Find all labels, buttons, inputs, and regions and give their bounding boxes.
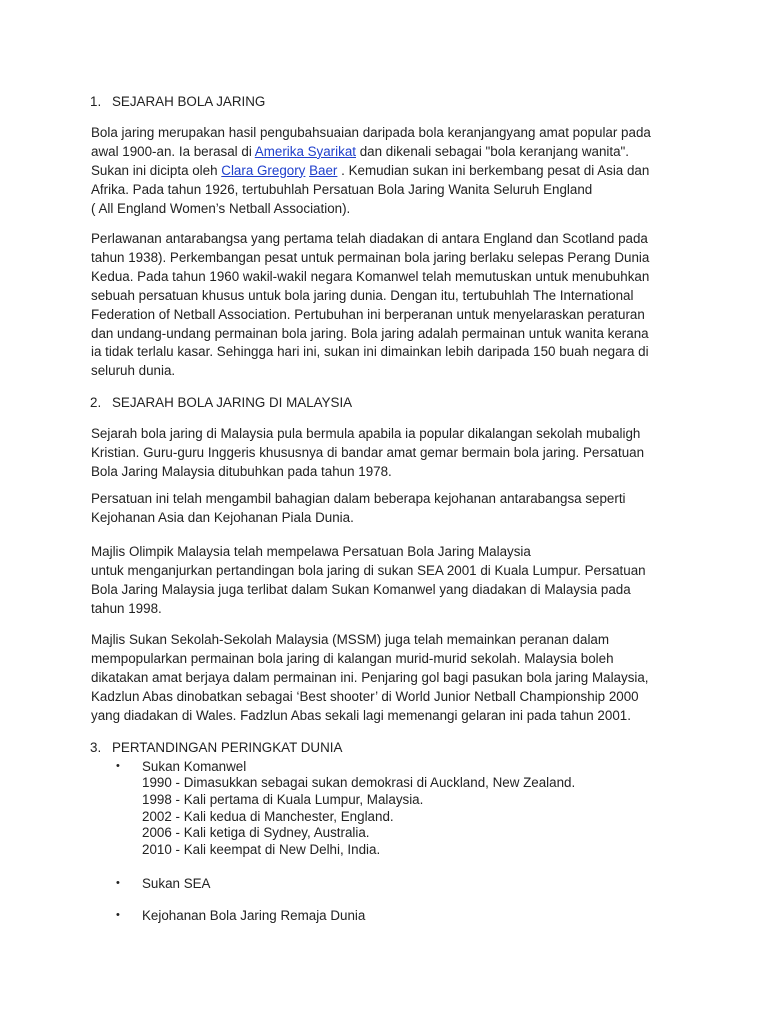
bullet-icon: •	[116, 909, 120, 921]
text-line: seluruh dunia.	[91, 363, 176, 379]
list-item	[116, 758, 246, 775]
text-line: dikatakan amat berjaya dalam permainan ini. Penjaring gol bagi pasukan bola jaring Malaysia,	[91, 669, 649, 685]
text-line: untuk menganjurkan pertandingan bola jaring di sukan SEA 2001 di Kuala Lumpur. Persatuan	[91, 562, 646, 578]
bullet-icon: •	[116, 877, 120, 889]
section-heading-1	[90, 93, 265, 112]
section-number: 2.	[90, 395, 102, 410]
text-line: tahun 1998.	[91, 600, 162, 616]
text-line: Majlis Sukan Sekolah-Sekolah Malaysia (MSSM) juga telah memainkan peranan dalam	[91, 632, 610, 647]
text-span: Sukan ini dicipta oleh	[91, 162, 222, 178]
bullet-icon: •	[116, 760, 120, 772]
paragraph	[91, 230, 681, 381]
text-line: Kedua. Pada tahun 1960 wakil-wakil negara Komanwel telah memutuskan untuk menubuhkan	[91, 268, 650, 284]
section-heading-2	[90, 394, 352, 413]
paragraph	[91, 124, 681, 219]
text-line	[91, 162, 681, 181]
section-title: SEJARAH BOLA JARING DI MALAYSIA	[112, 395, 353, 410]
section-number: 1.	[90, 94, 102, 109]
text-line	[91, 143, 681, 162]
text-line: Bola jaring merupakan hasil pengubahsuaian daripada bola keranjangyang amat popular pada	[91, 125, 651, 140]
text-span: . Kemudian sukan ini berkembang pesat di Asia dan	[337, 162, 650, 178]
text-line: mempopularkan permainan bola jaring di kalangan murid-murid sekolah. Malaysia boleh	[91, 650, 614, 666]
text-line: Kadzlun Abas dinobatkan sebagai ‘Best shooter’ di World Junior Netball Championship 2000	[91, 688, 639, 704]
paragraph	[91, 490, 681, 528]
list-item-label: Sukan SEA	[142, 876, 211, 891]
text-line: Kejohanan Asia dan Kejohanan Piala Dunia.	[91, 509, 354, 525]
text-line: ia tidak terlalu kasar. Sehingga hari ini, sukan ini dimainkan lebih daripada 150 buah negara di	[91, 344, 649, 360]
text-line: tahun 1938). Perkembangan pesat untuk permainan bola jaring berlaku selepas Perang Dunia	[91, 249, 650, 265]
text-line: dan undang-undang permainan bola jaring. Bola jaring adalah permainan untuk wanita kerana	[91, 325, 649, 341]
link-clara-gregory[interactable]: Clara Gregory	[221, 162, 306, 178]
text-line: Majlis Olimpik Malaysia telah mempelawa Persatuan Bola Jaring Malaysia	[91, 544, 531, 559]
text-line: Afrika. Pada tahun 1926, tertubuhlah Persatuan Bola Jaring Wanita Seluruh England	[91, 181, 593, 197]
year-line: 2010 - Kali keempat di New Delhi, India.	[142, 842, 381, 858]
text-line: sebuah persatuan khusus untuk bola jaring dunia. Dengan itu, tertubuhlah The International	[91, 287, 634, 303]
text-line: Persatuan ini telah mengambil bahagian dalam beberapa kejohanan antarabangsa seperti	[91, 491, 626, 506]
text-line: Perlawanan antarabangsa yang pertama telah diadakan di antara England dan Scotland pada	[91, 231, 648, 246]
list-item	[116, 907, 365, 924]
link-baer[interactable]: Baer	[309, 162, 338, 178]
section-title: PERTANDINGAN PERINGKAT DUNIA	[112, 740, 343, 755]
link-amerika-syarikat[interactable]: Amerika Syarikat	[254, 143, 356, 159]
text-line: Bola Jaring Malaysia juga terlibat dalam Sukan Komanwel yang diadakan di Malaysia pada	[91, 581, 631, 597]
list-item-label: Kejohanan Bola Jaring Remaja Dunia	[142, 908, 366, 923]
paragraph	[91, 425, 681, 482]
section-number: 3.	[90, 740, 102, 755]
list-item-label: Sukan Komanwel	[142, 759, 247, 774]
text-span: awal 1900-an. Ia berasal di	[91, 143, 255, 159]
komanwel-years-list	[142, 775, 575, 859]
text-line: ( All England Women’s Netball Association).	[91, 200, 351, 216]
year-line: 1998 - Kali pertama di Kuala Lumpur, Malaysia.	[142, 791, 424, 807]
list-item	[116, 875, 210, 892]
year-line: 2002 - Kali kedua di Manchester, England.	[142, 808, 394, 824]
text-line: yang diadakan di Wales. Fadzlun Abas sekali lagi memenangi gelaran ini pada tahun 2001.	[91, 707, 631, 723]
paragraph	[91, 631, 681, 726]
text-line: Kristian. Guru-guru Inggeris khususnya di bandar amat gemar bermain bola jaring. Persatuan	[91, 444, 645, 460]
text-line: Federation of Netball Association. Pertubuhan ini berperanan untuk menyelaraskan peraturan	[91, 306, 645, 322]
text-line: Sejarah bola jaring di Malaysia pula bermula apabila ia popular dikalangan sekolah mubaligh	[91, 426, 641, 441]
section-heading-3	[90, 739, 342, 758]
year-line: 1990 - Dimasukkan sebagai sukan demokrasi di Auckland, New Zealand.	[142, 775, 576, 790]
text-line: Bola Jaring Malaysia ditubuhkan pada tahun 1978.	[91, 463, 392, 479]
text-span: dan dikenali sebagai "bola keranjang wanita".	[355, 143, 630, 159]
year-line: 2006 - Kali ketiga di Sydney, Australia.	[142, 825, 370, 841]
paragraph	[91, 543, 681, 619]
section-title: SEJARAH BOLA JARING	[112, 94, 266, 109]
